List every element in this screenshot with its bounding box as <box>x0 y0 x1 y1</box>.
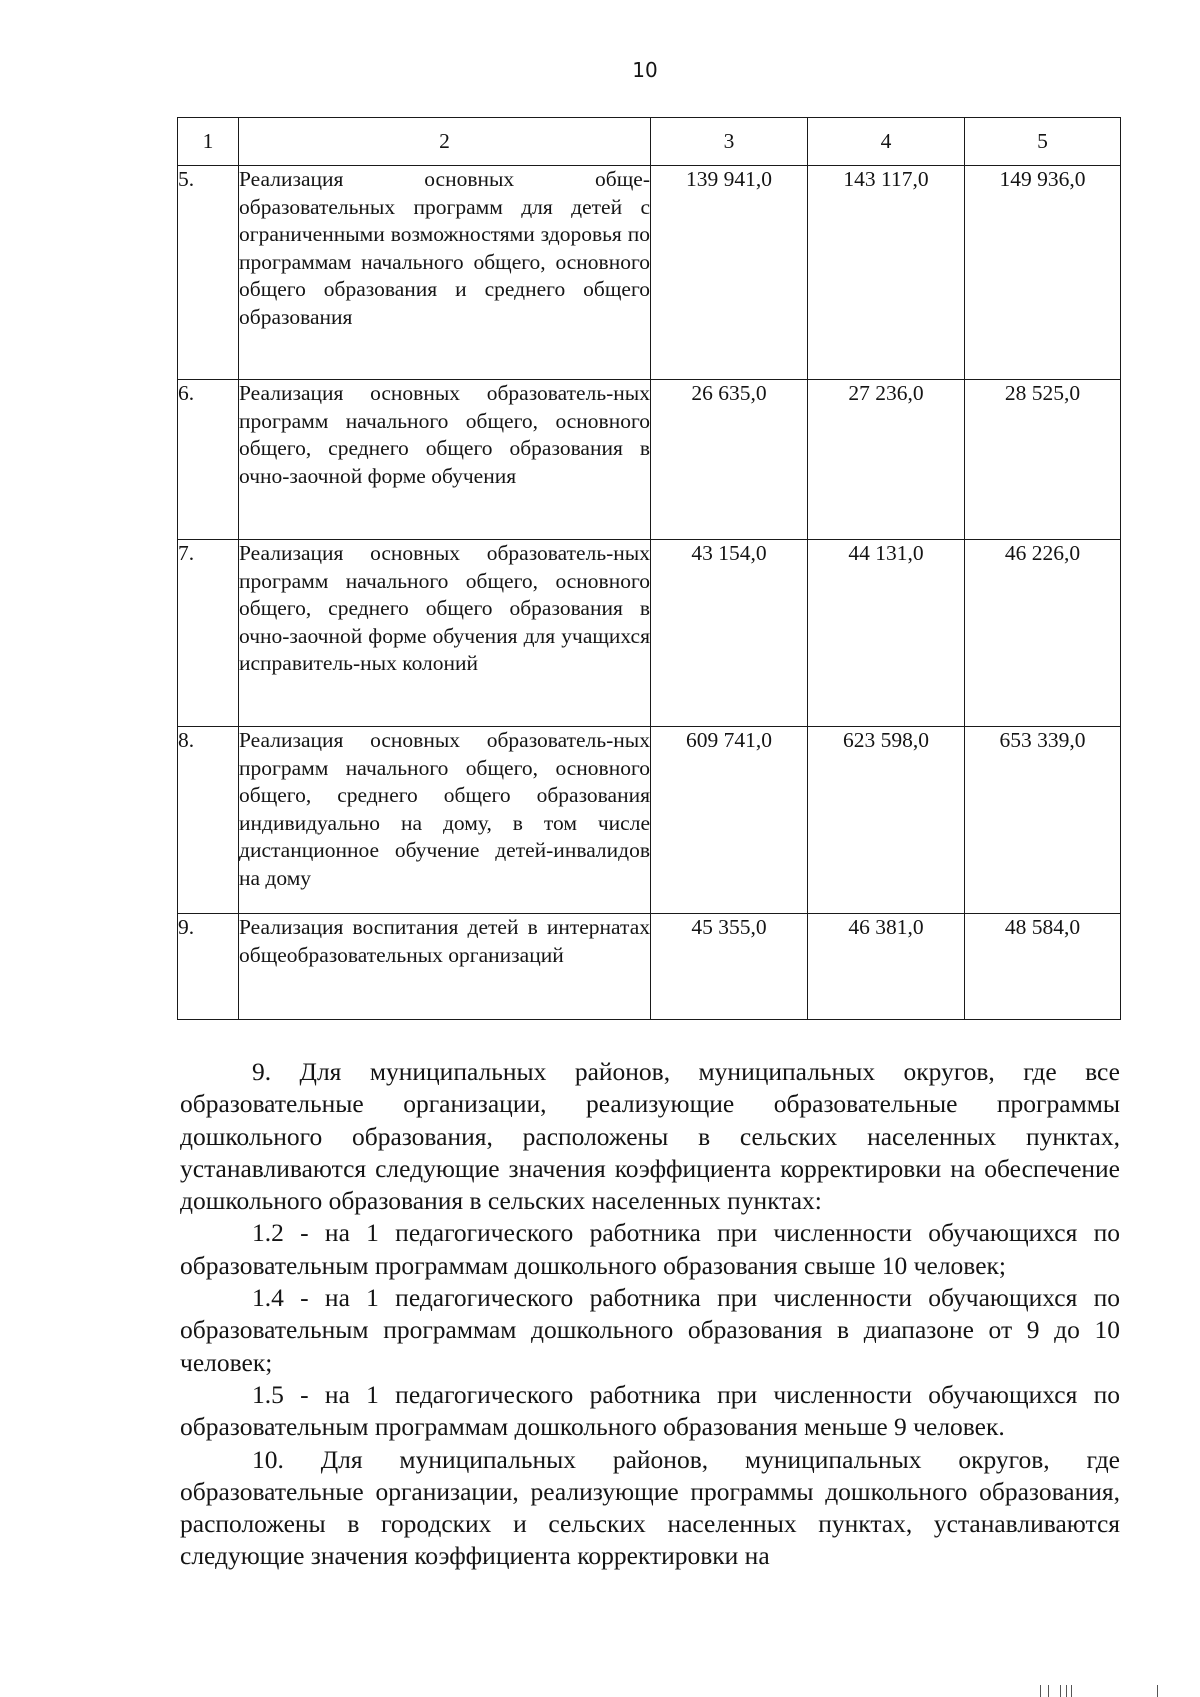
row-description: Реализация основных образователь-ных программ начального общего, основного общего, среднего общего образования в очно-заочной форме обучения для учащихся исправитель-ных колоний <box>239 540 651 727</box>
column-header: 3 <box>651 118 808 166</box>
row-value: 149 936,0 <box>965 166 1121 380</box>
row-number: 5. <box>178 166 239 380</box>
row-description: Реализация основных образователь-ных программ начального общего, основного общего, среднего общего образования в очно-заочной форме обучения <box>239 380 651 540</box>
table-row <box>178 380 1121 540</box>
row-value: 46 226,0 <box>965 540 1121 727</box>
column-header: 1 <box>178 118 239 166</box>
paragraph: 10. Для муниципальных районов, муниципальных округов, где образовательные организации, реализующие программы дошкольного образования, расположены в городских и сельских населенных пунктах, устанавливаются следующие значения коэффициента корректировки на <box>180 1444 1120 1571</box>
column-header: 5 <box>965 118 1121 166</box>
row-value: 46 381,0 <box>808 914 965 1020</box>
row-description: Реализация воспитания детей в интернатах общеобразовательных организаций <box>239 914 651 1020</box>
row-value: 609 741,0 <box>651 727 808 914</box>
table-header-row <box>178 118 1121 166</box>
table-row <box>178 914 1121 1020</box>
scan-marks <box>1040 1683 1160 1697</box>
table-row <box>178 727 1121 914</box>
row-value: 28 525,0 <box>965 380 1121 540</box>
row-value: 43 154,0 <box>651 540 808 727</box>
table-row <box>178 166 1121 380</box>
table-row <box>178 540 1121 727</box>
column-header: 2 <box>239 118 651 166</box>
row-value: 48 584,0 <box>965 914 1121 1020</box>
row-value: 45 355,0 <box>651 914 808 1020</box>
body-text <box>180 1056 1120 1573</box>
paragraph: 1.5 - на 1 педагогического работника при численности обучающихся по образовательным программам дошкольного образования меньше 9 человек. <box>180 1379 1120 1442</box>
paragraph: 1.2 - на 1 педагогического работника при численности обучающихся по образовательным программам дошкольного образования свыше 10 человек; <box>180 1218 1120 1280</box>
row-value: 143 117,0 <box>808 166 965 380</box>
row-number: 9. <box>178 914 239 1020</box>
page-number: 10 <box>632 58 658 82</box>
data-table <box>177 117 1121 1020</box>
row-value: 44 131,0 <box>808 540 965 727</box>
paragraph: 1.4 - на 1 педагогического работника при численности обучающихся по образовательным программам дошкольного образования в диапазоне от 9 до 10 человек; <box>180 1283 1120 1377</box>
row-value: 26 635,0 <box>651 380 808 540</box>
row-number: 7. <box>178 540 239 727</box>
column-header: 4 <box>808 118 965 166</box>
row-value: 27 236,0 <box>808 380 965 540</box>
row-value: 139 941,0 <box>651 166 808 380</box>
row-description: Реализация основных обще-образовательных программ для детей с ограниченными возможностями здоровья по программам начального общего, основного общего образования и среднего общего образования <box>239 166 651 380</box>
paragraph: 9. Для муниципальных районов, муниципальных округов, где все образовательные организации, реализующие образовательные программы дошкольного образования, расположены в сельских населенных пунктах, устанавливаются следующие значения коэффициента корректировки на обеспечение дошкольного образования в сельских населенных пунктах: <box>180 1057 1120 1216</box>
row-value: 653 339,0 <box>965 727 1121 914</box>
row-number: 8. <box>178 727 239 914</box>
row-description: Реализация основных образователь-ных программ начального общего, основного общего, среднего общего образования индивидуально на дому, в том числе дистанционное обучение детей-инвалидов на дому <box>239 727 651 914</box>
row-value: 623 598,0 <box>808 727 965 914</box>
row-number: 6. <box>178 380 239 540</box>
